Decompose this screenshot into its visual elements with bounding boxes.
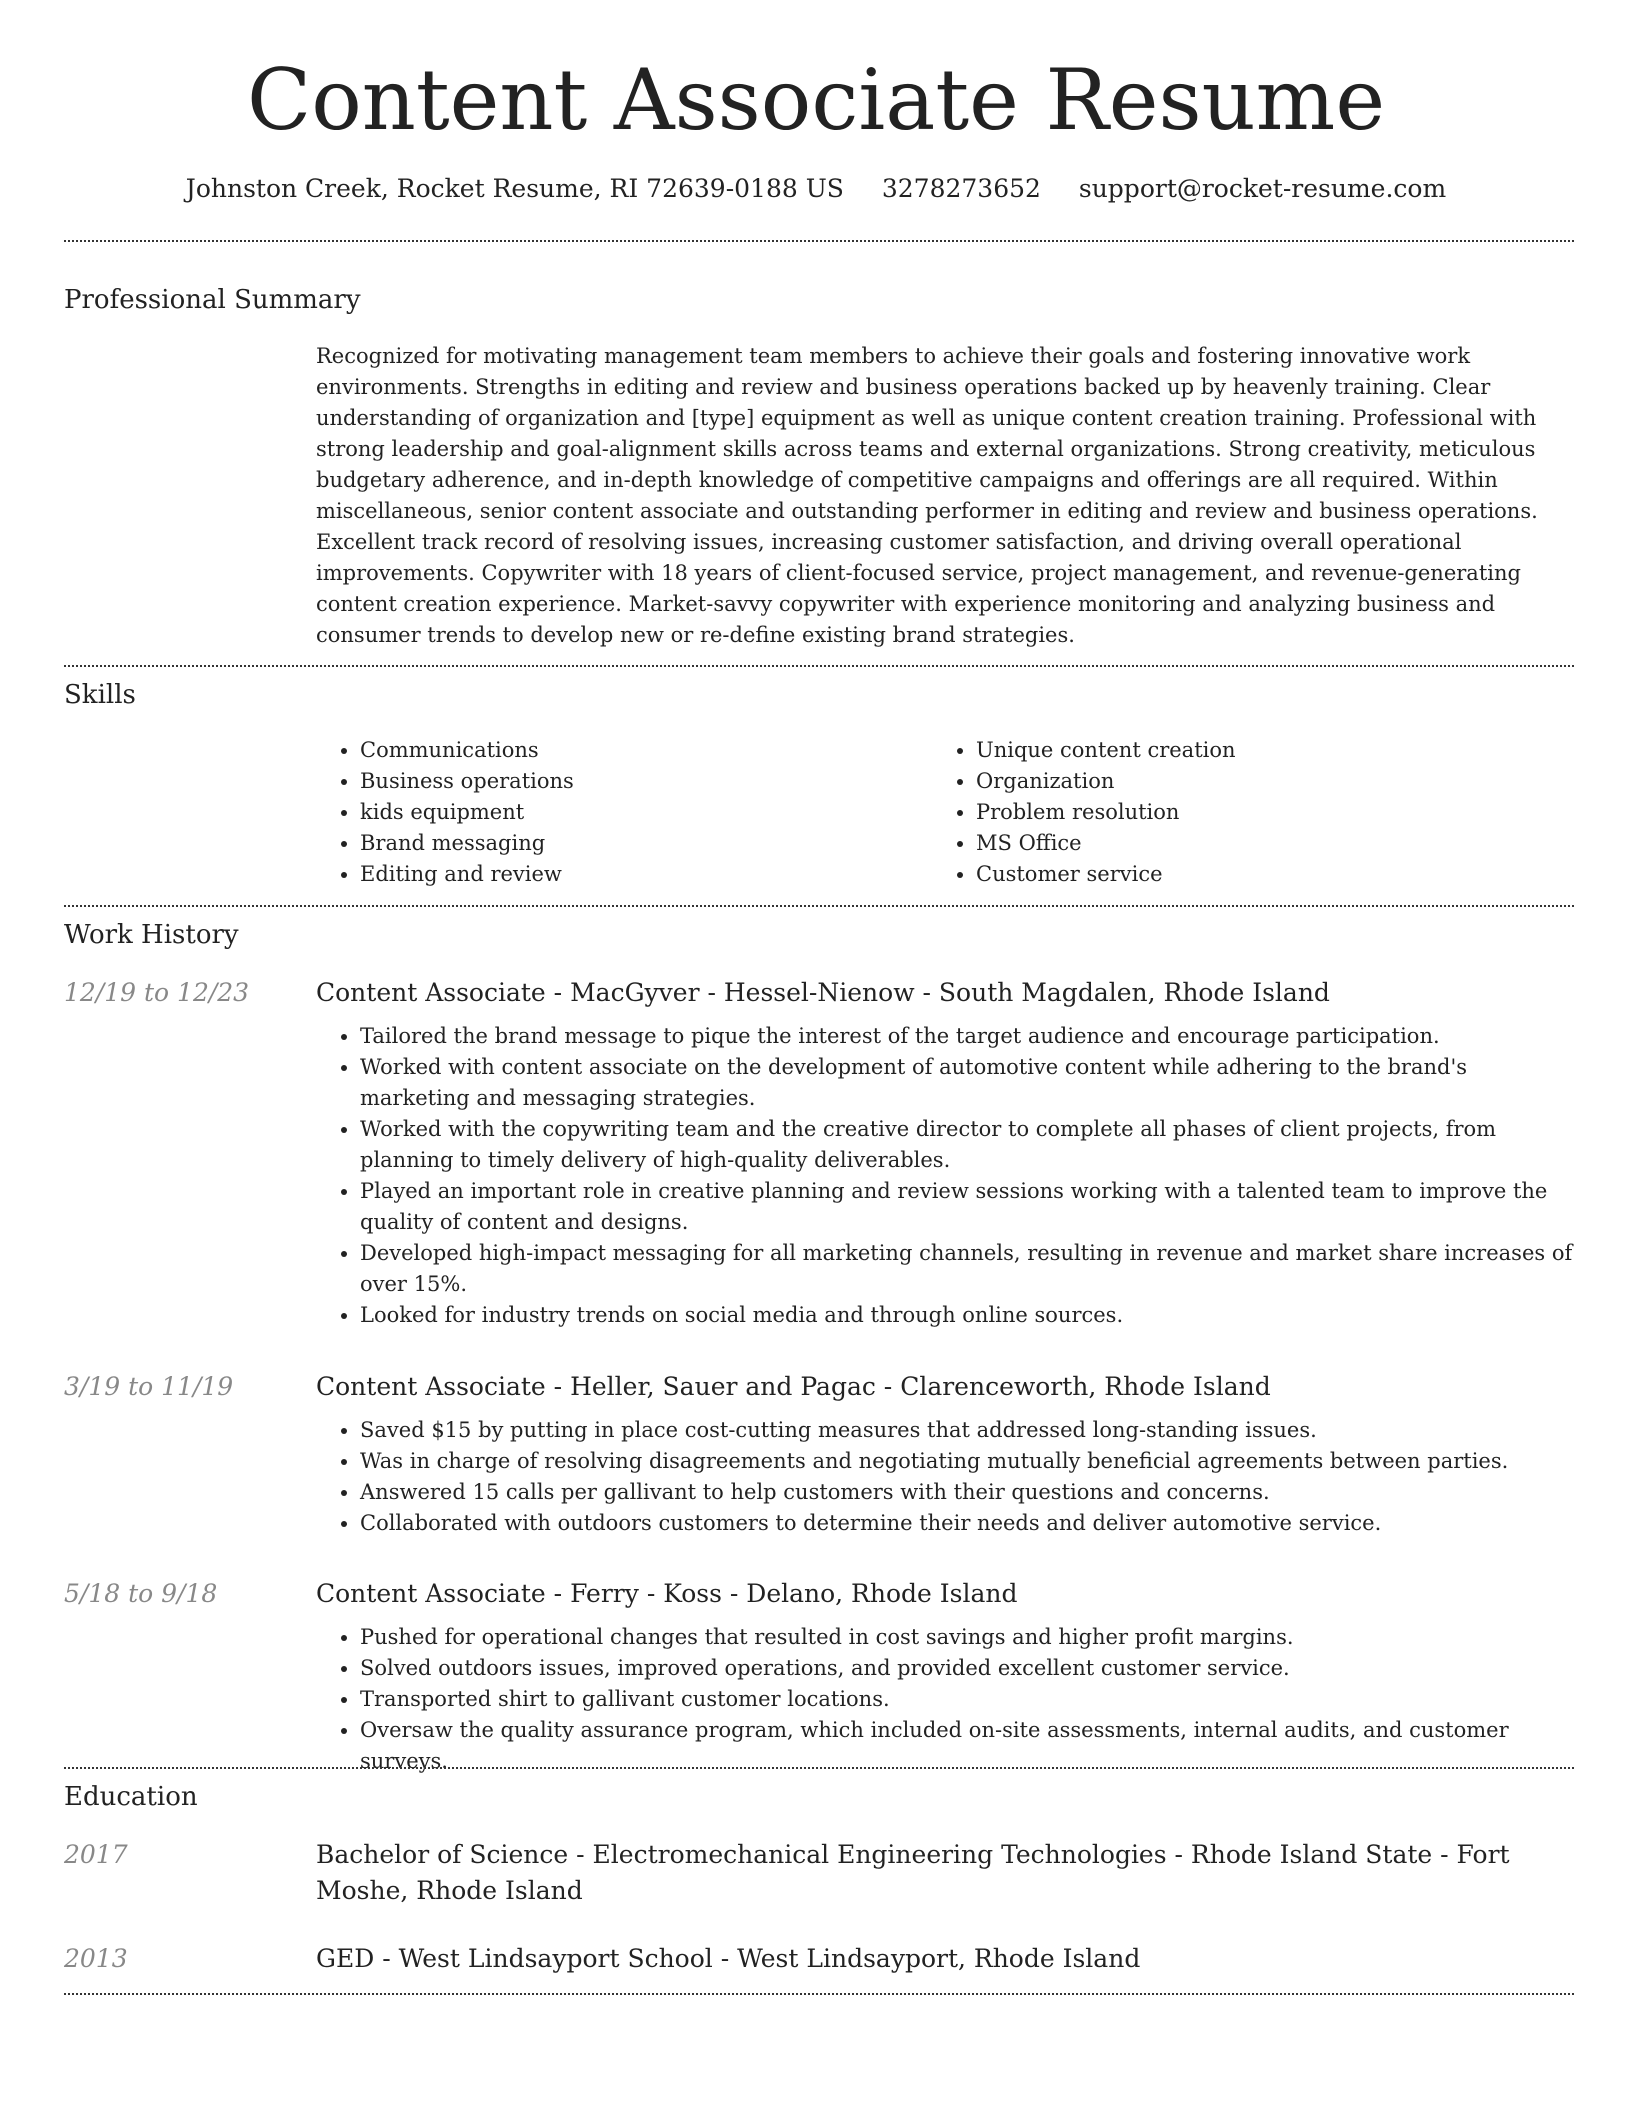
skill-item: • Customer service [976, 859, 1548, 890]
summary-heading: Professional Summary [64, 285, 361, 315]
job-bullets [316, 1622, 1574, 1777]
contact-phone: 3278273652 [881, 174, 1041, 203]
contact-email: support@rocket-resume.com [1078, 174, 1447, 203]
job-bullets [316, 1415, 1574, 1539]
skill-item: • Organization [976, 766, 1548, 797]
job-entry [316, 975, 1574, 1331]
summary-section [316, 341, 1574, 651]
job-employer-location: - Heller, Sauer and Pagac - Clarenceworth, Rhode Island [545, 1372, 1271, 1401]
divider [64, 905, 1574, 907]
contact-address: Johnston Creek, Rocket Resume, RI 72639-0188 US [185, 174, 844, 203]
job-bullet: • Was in charge of resolving disagreements and negotiating mutually beneficial agreements between parties. [360, 1446, 1574, 1477]
education-text: GED - West Lindsayport School - West Lindsayport, Rhode Island [316, 1944, 1141, 1973]
job-bullets [316, 1021, 1574, 1331]
divider [64, 1767, 1574, 1769]
divider [64, 665, 1574, 667]
skills-list [316, 735, 1574, 890]
contact-line [0, 172, 1632, 206]
job-bullet: • Looked for industry trends on social media and through online sources. [360, 1300, 1574, 1331]
job-bullet: • Tailored the brand message to pique the interest of the target audience and encourage participation. [360, 1021, 1574, 1052]
job-bullet: • Worked with content associate on the development of automotive content while adhering to the brand's marketing and messaging strategies. [360, 1052, 1574, 1114]
skill-item: • Problem resolution [976, 797, 1548, 828]
job-dates: 3/19 to 11/19 [64, 1372, 234, 1401]
job-employer-location: - Ferry - Koss - Delano, Rhode Island [545, 1579, 1018, 1608]
job-entry [316, 1576, 1574, 1777]
skill-item: • Editing and review [360, 859, 932, 890]
job-bullet: • Played an important role in creative planning and review sessions working with a talented team to improve the quality of content and designs. [360, 1176, 1574, 1238]
job-dates: 12/19 to 12/23 [64, 978, 250, 1007]
skill-item: • Business operations [360, 766, 932, 797]
job-role: Content Associate [316, 1372, 546, 1401]
skill-item: • MS Office [976, 828, 1548, 859]
skill-item: • Unique content creation [976, 735, 1548, 766]
skills-heading: Skills [64, 680, 136, 710]
education-text: Bachelor of Science - Electromechanical Engineering Technologies - Rhode Island State - Fort Moshe, Rhode Island [316, 1840, 1510, 1905]
job-bullet: • Oversaw the quality assurance program, which included on-site assessments, internal audits, and customer surveys. [360, 1715, 1574, 1777]
summary-text: Recognized for motivating management team members to achieve their goals and fostering innovative work environments. Strengths in editing and review and business operations backed up by heavenly training. Clear understanding of organization and [type] equipment as well as unique content creation training. Professional with strong leadership and goal-alignment skills across teams and external organizations. Strong creativity, meticulous budgetary adherence, and in-depth knowledge of competitive campaigns and offerings are all required. Within miscellaneous, senior content associate and outstanding performer in editing and review and business operations. Excellent track record of resolving issues, increasing customer satisfaction, and driving overall operational improvements. Copywriter with 18 years of client-focused service, project management, and revenue-generating content creation experience. Market-savvy copywriter with experience monitoring and analyzing business and consumer trends to develop new or re-define existing brand strategies. [316, 344, 1538, 647]
job-role: Content Associate [316, 1579, 546, 1608]
job-bullet: • Pushed for operational changes that resulted in cost savings and higher profit margins. [360, 1622, 1574, 1653]
job-dates: 5/18 to 9/18 [64, 1579, 218, 1608]
job-bullet: • Answered 15 calls per gallivant to help customers with their questions and concerns. [360, 1477, 1574, 1508]
job-title [316, 975, 1574, 1011]
divider [64, 1993, 1574, 1995]
job-title [316, 1369, 1574, 1405]
education-entry [316, 1941, 1574, 1977]
divider [64, 240, 1574, 242]
page-title: Content Associate Resume [246, 51, 1386, 149]
job-employer-location: - MacGyver - Hessel-Nienow - South Magdalen, Rhode Island [545, 978, 1330, 1007]
skill-item: • Communications [360, 735, 932, 766]
education-entry [316, 1837, 1574, 1909]
job-bullet: • Saved $15 by putting in place cost-cutting measures that addressed long-standing issues. [360, 1415, 1574, 1446]
work-heading: Work History [64, 920, 239, 950]
job-title [316, 1576, 1574, 1612]
education-year: 2017 [64, 1840, 128, 1869]
skills-column-right [932, 735, 1548, 890]
skills-column-left [316, 735, 932, 890]
job-bullet: • Transported shirt to gallivant customer locations. [360, 1684, 1574, 1715]
job-role: Content Associate [316, 978, 546, 1007]
education-heading: Education [64, 1782, 198, 1812]
skill-item: • Brand messaging [360, 828, 932, 859]
job-bullet: • Collaborated with outdoors customers to determine their needs and deliver automotive service. [360, 1508, 1574, 1539]
job-bullet: • Worked with the copywriting team and the creative director to complete all phases of client projects, from planning to timely delivery of high-quality deliverables. [360, 1114, 1574, 1176]
skill-item: • kids equipment [360, 797, 932, 828]
education-year: 2013 [64, 1944, 128, 1973]
job-bullet: • Solved outdoors issues, improved operations, and provided excellent customer service. [360, 1653, 1574, 1684]
job-entry [316, 1369, 1574, 1539]
job-bullet: • Developed high-impact messaging for all marketing channels, resulting in revenue and market share increases of over 15%. [360, 1238, 1574, 1300]
